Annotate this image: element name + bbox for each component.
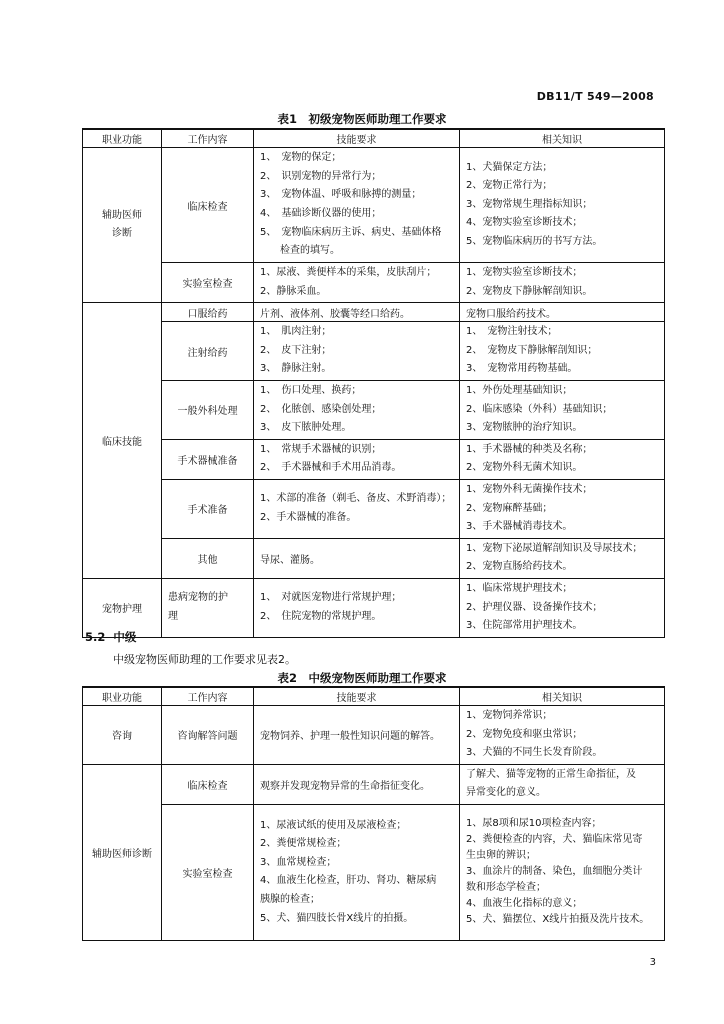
knowledge-cell — [460, 380, 665, 439]
knowledge-line: 3、住院部常用护理技术。 — [466, 620, 583, 632]
skill-line: 2、 化脓创、感染创处理； — [260, 403, 382, 415]
knowledge-cell — [460, 764, 665, 804]
knowledge-line: 4、血液生化指标的意义； — [466, 898, 583, 910]
knowledge-line: 1、 宠物注射技术； — [466, 326, 558, 338]
table-row — [83, 578, 665, 637]
content-cell: 注射给药 — [162, 322, 254, 381]
table1 — [82, 128, 665, 638]
skill-line: 1、 宠物的保定； — [260, 152, 342, 164]
function-cell: 宠物护理 — [83, 578, 162, 637]
knowledge-line: 3、宠物脓肿的治疗知识。 — [466, 422, 583, 434]
table-row — [83, 439, 665, 479]
skill-line: 2、静脉采血。 — [260, 285, 327, 297]
skill-line: 1、 对就医宠物进行常规护理； — [260, 592, 402, 604]
knowledge-line: 1、宠物实验室诊断技术； — [466, 267, 583, 278]
function-cell: 辅助医师诊断 — [83, 764, 162, 940]
content-cell — [162, 578, 254, 637]
knowledge-line: 2、宠物免疫和驱虫常识； — [466, 728, 583, 740]
table-row — [83, 804, 665, 940]
function-line: 辅助医师 — [102, 209, 142, 221]
skill-line: 5、 宠物临床病历主诉、病史、基础体格 — [260, 226, 442, 238]
skills-cell — [254, 439, 460, 479]
table1-header-row — [83, 129, 665, 148]
section-heading — [85, 629, 136, 645]
skill-line: 3、 静脉注射。 — [260, 363, 332, 375]
knowledge-cell — [460, 479, 665, 538]
header-knowledge: 相关知识 — [460, 129, 665, 148]
skill-line: 5、犬、猫四肢长骨X线片的拍摄。 — [260, 912, 414, 924]
skill-line: 4、血液生化检查，肝功、肾功、糖尿病 — [260, 875, 437, 887]
knowledge-line: 1、临床常规护理技术； — [466, 582, 573, 594]
knowledge-line: 1、宠物下泌尿道解剖知识及导尿技术； — [466, 542, 643, 554]
header-function: 职业功能 — [83, 687, 162, 706]
knowledge-line: 3、犬猫的不同生长发育阶段。 — [466, 747, 603, 759]
skill-line: 2、 手术器械和手术用品消毒。 — [260, 462, 402, 474]
skills-cell: 宠物饲养、护理一般性知识问题的解答。 — [254, 706, 460, 765]
skill-line: 1、尿液、粪便样本的采集，皮肤刮片； — [260, 267, 437, 278]
skill-line: 1、 肌肉注射； — [260, 326, 332, 338]
knowledge-cell — [460, 263, 665, 303]
knowledge-cell — [460, 322, 665, 381]
table-row — [83, 479, 665, 538]
skill-line: 检查的填写。 — [260, 245, 340, 257]
header-content: 工作内容 — [162, 687, 254, 706]
skills-cell — [254, 380, 460, 439]
knowledge-line: 异常变化的意义。 — [466, 787, 546, 799]
skills-cell — [254, 148, 460, 263]
knowledge-cell — [460, 706, 665, 765]
knowledge-cell — [460, 148, 665, 263]
skills-cell — [254, 322, 460, 381]
skills-cell: 导尿、灌肠。 — [254, 538, 460, 578]
section-intro: 中级宠物医师助理的工作要求见表2。 — [113, 653, 296, 666]
skill-line: 1、 伤口处理、换药； — [260, 384, 362, 396]
knowledge-cell — [460, 439, 665, 479]
skills-cell — [254, 804, 460, 940]
content-cell: 临床检查 — [162, 148, 254, 263]
content-cell: 咨询解答问题 — [162, 706, 254, 765]
skills-cell — [254, 578, 460, 637]
skill-line: 3、 皮下脓肿处理。 — [260, 422, 352, 434]
table-row — [83, 538, 665, 578]
header-knowledge: 相关知识 — [460, 687, 665, 706]
table-row — [83, 322, 665, 381]
skill-line: 3、血常规检查； — [260, 856, 337, 868]
knowledge-line: 2、宠物外科无菌术知识。 — [466, 462, 583, 474]
header-skills: 技能要求 — [254, 687, 460, 706]
content-cell: 其他 — [162, 538, 254, 578]
content-cell: 手术准备 — [162, 479, 254, 538]
knowledge-line: 1、宠物饲养常识； — [466, 710, 553, 721]
function-line: 诊断 — [112, 228, 132, 240]
content-cell: 临床检查 — [162, 764, 254, 804]
section-number: 5.2 — [85, 630, 106, 644]
function-cell: 临床技能 — [83, 303, 162, 579]
knowledge-line: 2、宠物正常行为； — [466, 180, 553, 192]
skill-line: 2、 住院宠物的常规护理。 — [260, 610, 382, 622]
skills-cell — [254, 263, 460, 303]
knowledge-line: 1、外伤处理基础知识； — [466, 384, 573, 396]
knowledge-line: 了解犬、猫等宠物的正常生命指征，及 — [466, 768, 636, 780]
content-line: 理 — [168, 610, 178, 622]
skill-line: 1、术部的准备（剃毛、备皮、术野消毒）； — [260, 493, 452, 505]
knowledge-cell: 宠物口服给药技术。 — [460, 303, 665, 322]
knowledge-line: 2、临床感染（外科）基础知识； — [466, 403, 613, 415]
content-cell: 手术器械准备 — [162, 439, 254, 479]
knowledge-line: 数和形态学检查； — [466, 882, 546, 894]
table-row — [83, 706, 665, 765]
knowledge-line: 4、宠物实验室诊断技术； — [466, 217, 583, 229]
knowledge-line: 1、犬猫保定方法； — [466, 161, 553, 173]
skills-cell: 片剂、液体剂、胶囊等经口给药。 — [254, 303, 460, 322]
header-content: 工作内容 — [162, 129, 254, 148]
skill-line: 胰腺的检查； — [260, 894, 320, 906]
knowledge-line: 5、宠物临床病历的书写方法。 — [466, 235, 603, 247]
table-row — [83, 764, 665, 804]
skill-line: 1、尿液试纸的使用及尿液检查； — [260, 819, 407, 831]
skill-line: 2、手术器械的准备。 — [260, 511, 357, 523]
content-cell: 一般外科处理 — [162, 380, 254, 439]
skill-line: 2、 皮下注射； — [260, 344, 332, 356]
header-skills: 技能要求 — [254, 129, 460, 148]
knowledge-line: 2、粪便检查的内容，犬、猫临床常见寄 — [466, 834, 643, 846]
content-cell: 实验室检查 — [162, 804, 254, 940]
knowledge-line: 2、宠物皮下静脉解剖知识。 — [466, 285, 593, 297]
content-line: 患病宠物的护 — [168, 592, 228, 604]
skills-cell — [254, 479, 460, 538]
table1-caption: 表1 初级宠物医师助理工作要求 — [277, 112, 447, 126]
table-row — [83, 380, 665, 439]
skill-line: 3、 宠物体温、呼吸和脉搏的测量； — [260, 189, 422, 201]
knowledge-cell — [460, 578, 665, 637]
content-cell: 口服给药 — [162, 303, 254, 322]
page-number: 3 — [649, 957, 656, 968]
knowledge-line: 1、手术器械的种类及名称； — [466, 443, 593, 455]
table2-header-row — [83, 687, 665, 706]
knowledge-cell — [460, 538, 665, 578]
knowledge-line: 2、 宠物皮下静脉解剖知识； — [466, 344, 598, 356]
skills-cell: 观察并发现宠物异常的生命指征变化。 — [254, 764, 460, 804]
knowledge-line: 2、护理仪器、设备操作技术； — [466, 601, 603, 613]
knowledge-line: 3、手术器械消毒技术。 — [466, 521, 573, 533]
function-cell: 咨询 — [83, 706, 162, 765]
skill-line: 4、 基础诊断仪器的使用； — [260, 208, 382, 219]
knowledge-line: 1、尿8项和尿10项检查内容； — [466, 818, 602, 830]
knowledge-cell — [460, 804, 665, 940]
skill-line: 1、 常规手术器械的识别； — [260, 443, 382, 455]
table2-caption: 表2 中级宠物医师助理工作要求 — [277, 671, 447, 685]
skill-line: 2、 识别宠物的异常行为； — [260, 170, 382, 182]
table2 — [82, 686, 665, 941]
table-row — [83, 263, 665, 303]
knowledge-line: 3、血涂片的制备、染色，血细胞分类计 — [466, 866, 643, 878]
table-row — [83, 303, 665, 322]
knowledge-line: 5、犬、猫摆位、X线片拍摄及洗片技术。 — [466, 914, 650, 926]
knowledge-line: 生虫卵的辨识； — [466, 850, 536, 862]
table-row — [83, 148, 665, 263]
knowledge-line: 1、宠物外科无菌操作技术； — [466, 483, 593, 495]
standard-code: DB11/T 549—2008 — [536, 90, 654, 103]
header-function: 职业功能 — [83, 129, 162, 148]
content-cell: 实验室检查 — [162, 263, 254, 303]
knowledge-line: 3、 宠物常用药物基础。 — [466, 363, 578, 375]
section-title: 中级 — [113, 630, 137, 644]
skill-line: 2、粪便常规检查； — [260, 838, 347, 850]
knowledge-line: 2、宠物麻醉基础； — [466, 502, 553, 514]
knowledge-line: 2、宠物直肠给药技术。 — [466, 561, 573, 573]
function-cell — [83, 148, 162, 303]
knowledge-line: 3、宠物常规生理指标知识； — [466, 198, 593, 210]
